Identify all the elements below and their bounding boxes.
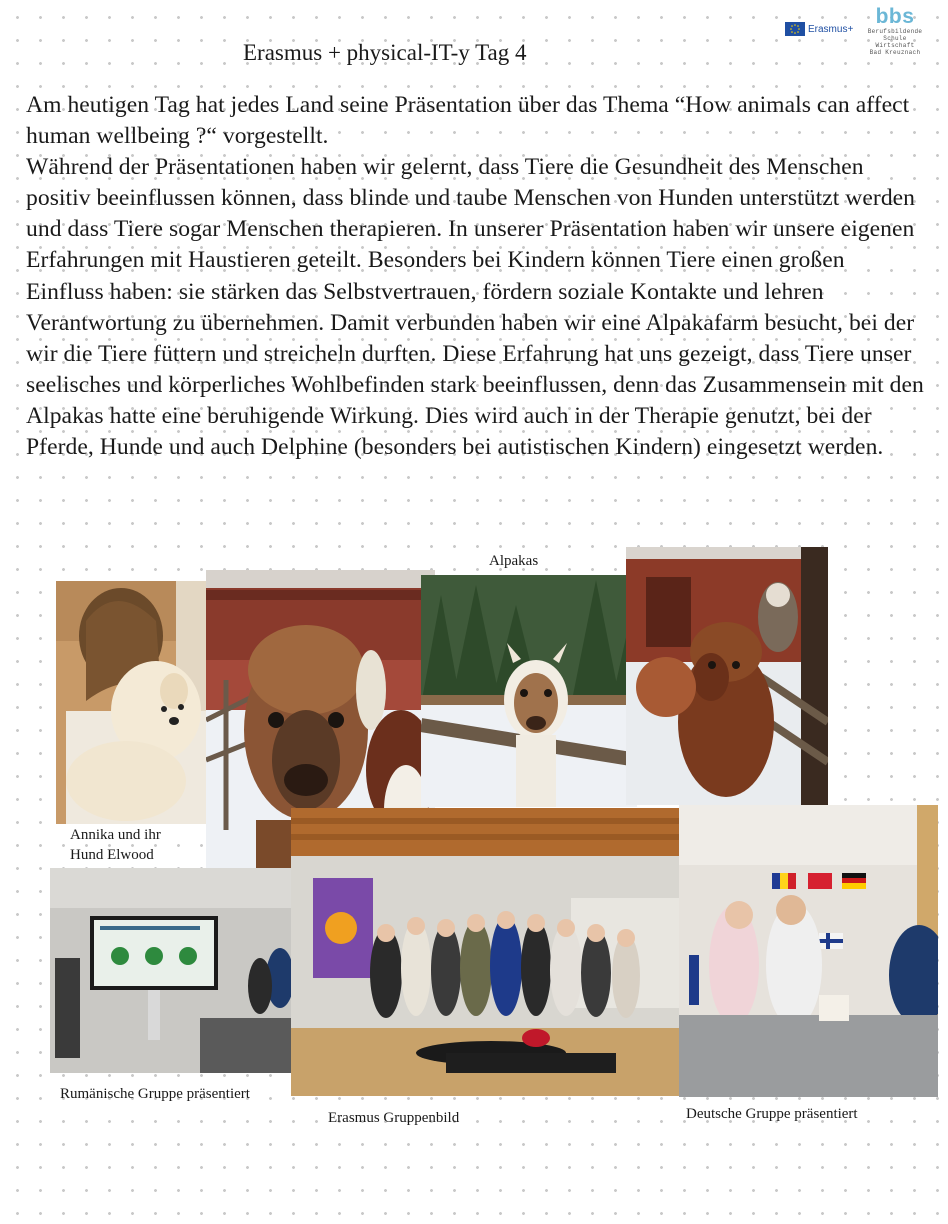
photo-brown-alpaca [626,547,828,805]
body-text [26,90,926,463]
caption-alpakas: Alpakas [489,553,539,569]
caption-annika-line1: Annika und ihr [70,827,161,843]
photo-alpaca-snow [421,575,637,807]
caption-german-group: Deutsche Gruppe präsentiert [686,1106,858,1122]
bbs-logo-subtitle-1: Berufsbildende Schule [867,28,923,42]
erasmus-logo-text: Erasmus+ [808,23,854,35]
caption-annika-line2: Hund Elwood [70,847,154,863]
caption-romanian-group: Rumänische Gruppe präsentiert [60,1086,250,1102]
photo-german-group [679,805,938,1097]
bbs-logo-subtitle-3: Bad Kreuznach [869,49,921,56]
photo-erasmus-group [291,808,681,1096]
bbs-logo-subtitle-2: Wirtschaft [875,42,915,49]
bbs-logo [866,6,924,56]
paragraph-main: Während der Präsentationen haben wir gelernt, dass Tiere die Gesundheit des Menschen positiv beeinflussen können, dass blinde und taube Menschen von Hunden unterstützt werden und dass Tiere sogar Menschen therapieren. In unserer Präsentation haben wir unsere eigenen Erfahrungen mit Haustieren geteilt. Besonders bei Kindern können Tiere einen großen Einfluss haben: sie stärken das Selbstvertrauen, fördern soziale Kontakte und lehren Verantwortung zu übernehmen. Damit verbunden haben wir eine Alpakafarm besucht, bei der wir die Tiere füttern und streicheln durften. Diese Erfahrung hat uns gezeigt, dass Tiere unser seelisches und körperliches Wohlbefinden stark beeinflussen, denn das Zusammensein mit den Alpakas hatte eine beruhigende Wirkung. Dies wird auch in der Therapie genutzt, bei der Pferde, Hunde und auch Delphine (besonders bei autistischen Kindern) eingesetzt werden. [26,154,924,461]
photo-romanian-group [50,868,292,1073]
erasmus-logo [785,22,853,36]
caption-group-photo: Erasmus Gruppenbild [328,1110,460,1126]
paragraph-intro: Am heutigen Tag hat jedes Land seine Präsentation über das Thema “How animals can affect human wellbeing ?“ vorgestellt. [26,92,910,150]
photo-girl-with-dog [56,581,206,824]
bbs-logo-text: bbs [875,5,915,28]
page-title: Erasmus + physical-IT-y Tag 4 [243,40,527,65]
eu-flag-icon [785,22,805,36]
